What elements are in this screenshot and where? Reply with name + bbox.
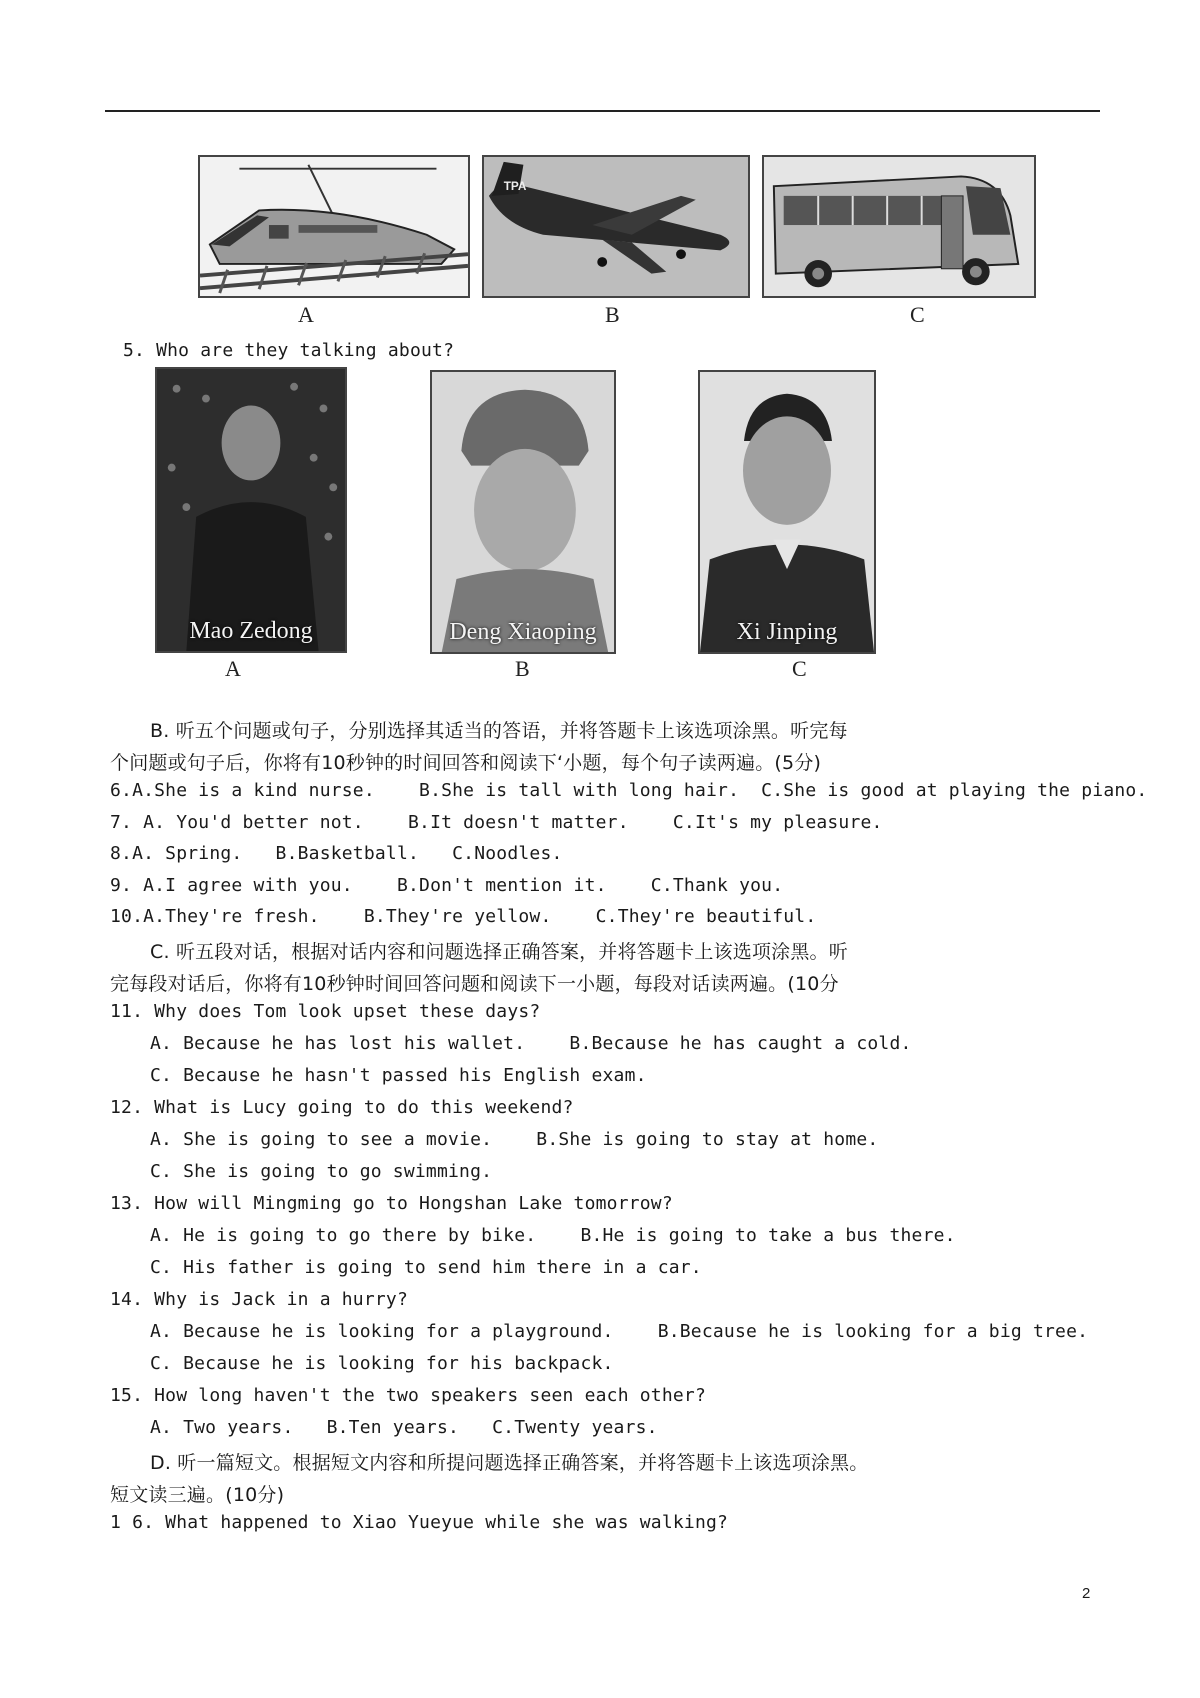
- question-11-option-c: C. Because he hasn't passed his English exam.: [150, 1065, 647, 1086]
- header-rule: [105, 110, 1100, 112]
- train-image: [198, 155, 470, 298]
- page-number: 2: [1082, 1585, 1091, 1602]
- portrait-caption-mao: Mao Zedong: [189, 618, 313, 644]
- question-10: 10.A.They're fresh. B.They're yellow. C.They're beautiful.: [110, 906, 817, 927]
- airplane-image: [482, 155, 750, 298]
- question-13: 13. How will Mingming go to Hongshan Lake tomorrow?: [110, 1193, 673, 1214]
- question-14-options-ab: A. Because he is looking for a playground. B.Because he is looking for a big tree.: [150, 1321, 1089, 1342]
- option-letter-c: C: [792, 656, 807, 681]
- question-12-option-c: C. She is going to go swimming.: [150, 1161, 493, 1182]
- question-13-options-ab: A. He is going to go there by bike. B.He is going to take a bus there.: [150, 1225, 956, 1246]
- question-9: 9. A.I agree with you. B.Don't mention it. C.Thank you.: [110, 875, 784, 896]
- question-12-options-ab: A. She is going to see a movie. B.She is going to stay at home.: [150, 1129, 879, 1150]
- question-6: 6.A.She is a kind nurse. B.She is tall with long hair. C.She is good at playing the piano.: [110, 780, 1148, 801]
- option-letter-a: A: [298, 302, 314, 327]
- question-11-options-ab: A. Because he has lost his wallet. B.Because he has caught a cold.: [150, 1033, 912, 1054]
- option-letter-b: B: [605, 302, 620, 327]
- question-14: 14. Why is Jack in a hurry?: [110, 1289, 408, 1310]
- option-letter-a: A: [225, 656, 241, 681]
- portrait-xi-jinping: [698, 370, 876, 654]
- portrait-mao-zedong: [155, 367, 347, 653]
- question-12: 12. What is Lucy going to do this weekend?: [110, 1097, 574, 1118]
- question-8: 8.A. Spring. B.Basketball. C.Noodles.: [110, 843, 563, 864]
- question-11: 11. Why does Tom look upset these days?: [110, 1001, 541, 1022]
- question-15: 15. How long haven't the two speakers seen each other?: [110, 1385, 706, 1406]
- section-d-intro: D. 听一篇短文。根据短文内容和所提问题选择正确答案，并将答题卡上该选项涂黑。: [150, 1452, 869, 1474]
- question-13-option-c: C. His father is going to send him there in a car.: [150, 1257, 702, 1278]
- section-d-intro-cont: 短文读三遍。(10分): [110, 1484, 285, 1506]
- section-c-intro: C. 听五段对话，根据对话内容和问题选择正确答案，并将答题卡上该选项涂黑。听: [150, 941, 848, 963]
- question-5: 5. Who are they talking about?: [123, 340, 455, 361]
- portrait-caption-deng: Deng Xiaoping: [449, 619, 597, 645]
- bus-image: [762, 155, 1036, 298]
- section-c-intro-cont: 完每段对话后，你将有10秒钟时间回答问题和阅读下一小题，每段对话读两遍。(10分: [110, 973, 839, 995]
- question-7: 7. A. You'd better not. B.It doesn't matter. C.It's my pleasure.: [110, 812, 883, 833]
- portrait-deng-xiaoping: [430, 370, 616, 654]
- svg-text:TPA: TPA: [503, 180, 527, 194]
- section-b-intro: B. 听五个问题或句子，分别选择其适当的答语，并将答题卡上该选项涂黑。听完每: [150, 720, 848, 742]
- question-15-options: A. Two years. B.Ten years. C.Twenty years.: [150, 1417, 658, 1438]
- option-letter-c: C: [910, 302, 925, 327]
- option-letter-b: B: [515, 656, 530, 681]
- section-b-intro-cont: 个问题或句子后，你将有10秒钟的时间回答和阅读下‘小题，每个句子读两遍。(5分): [110, 752, 822, 774]
- question-14-option-c: C. Because he is looking for his backpack.: [150, 1353, 614, 1374]
- question-16: 1 6. What happened to Xiao Yueyue while she was walking?: [110, 1512, 729, 1533]
- portrait-caption-xi: Xi Jinping: [736, 619, 838, 645]
